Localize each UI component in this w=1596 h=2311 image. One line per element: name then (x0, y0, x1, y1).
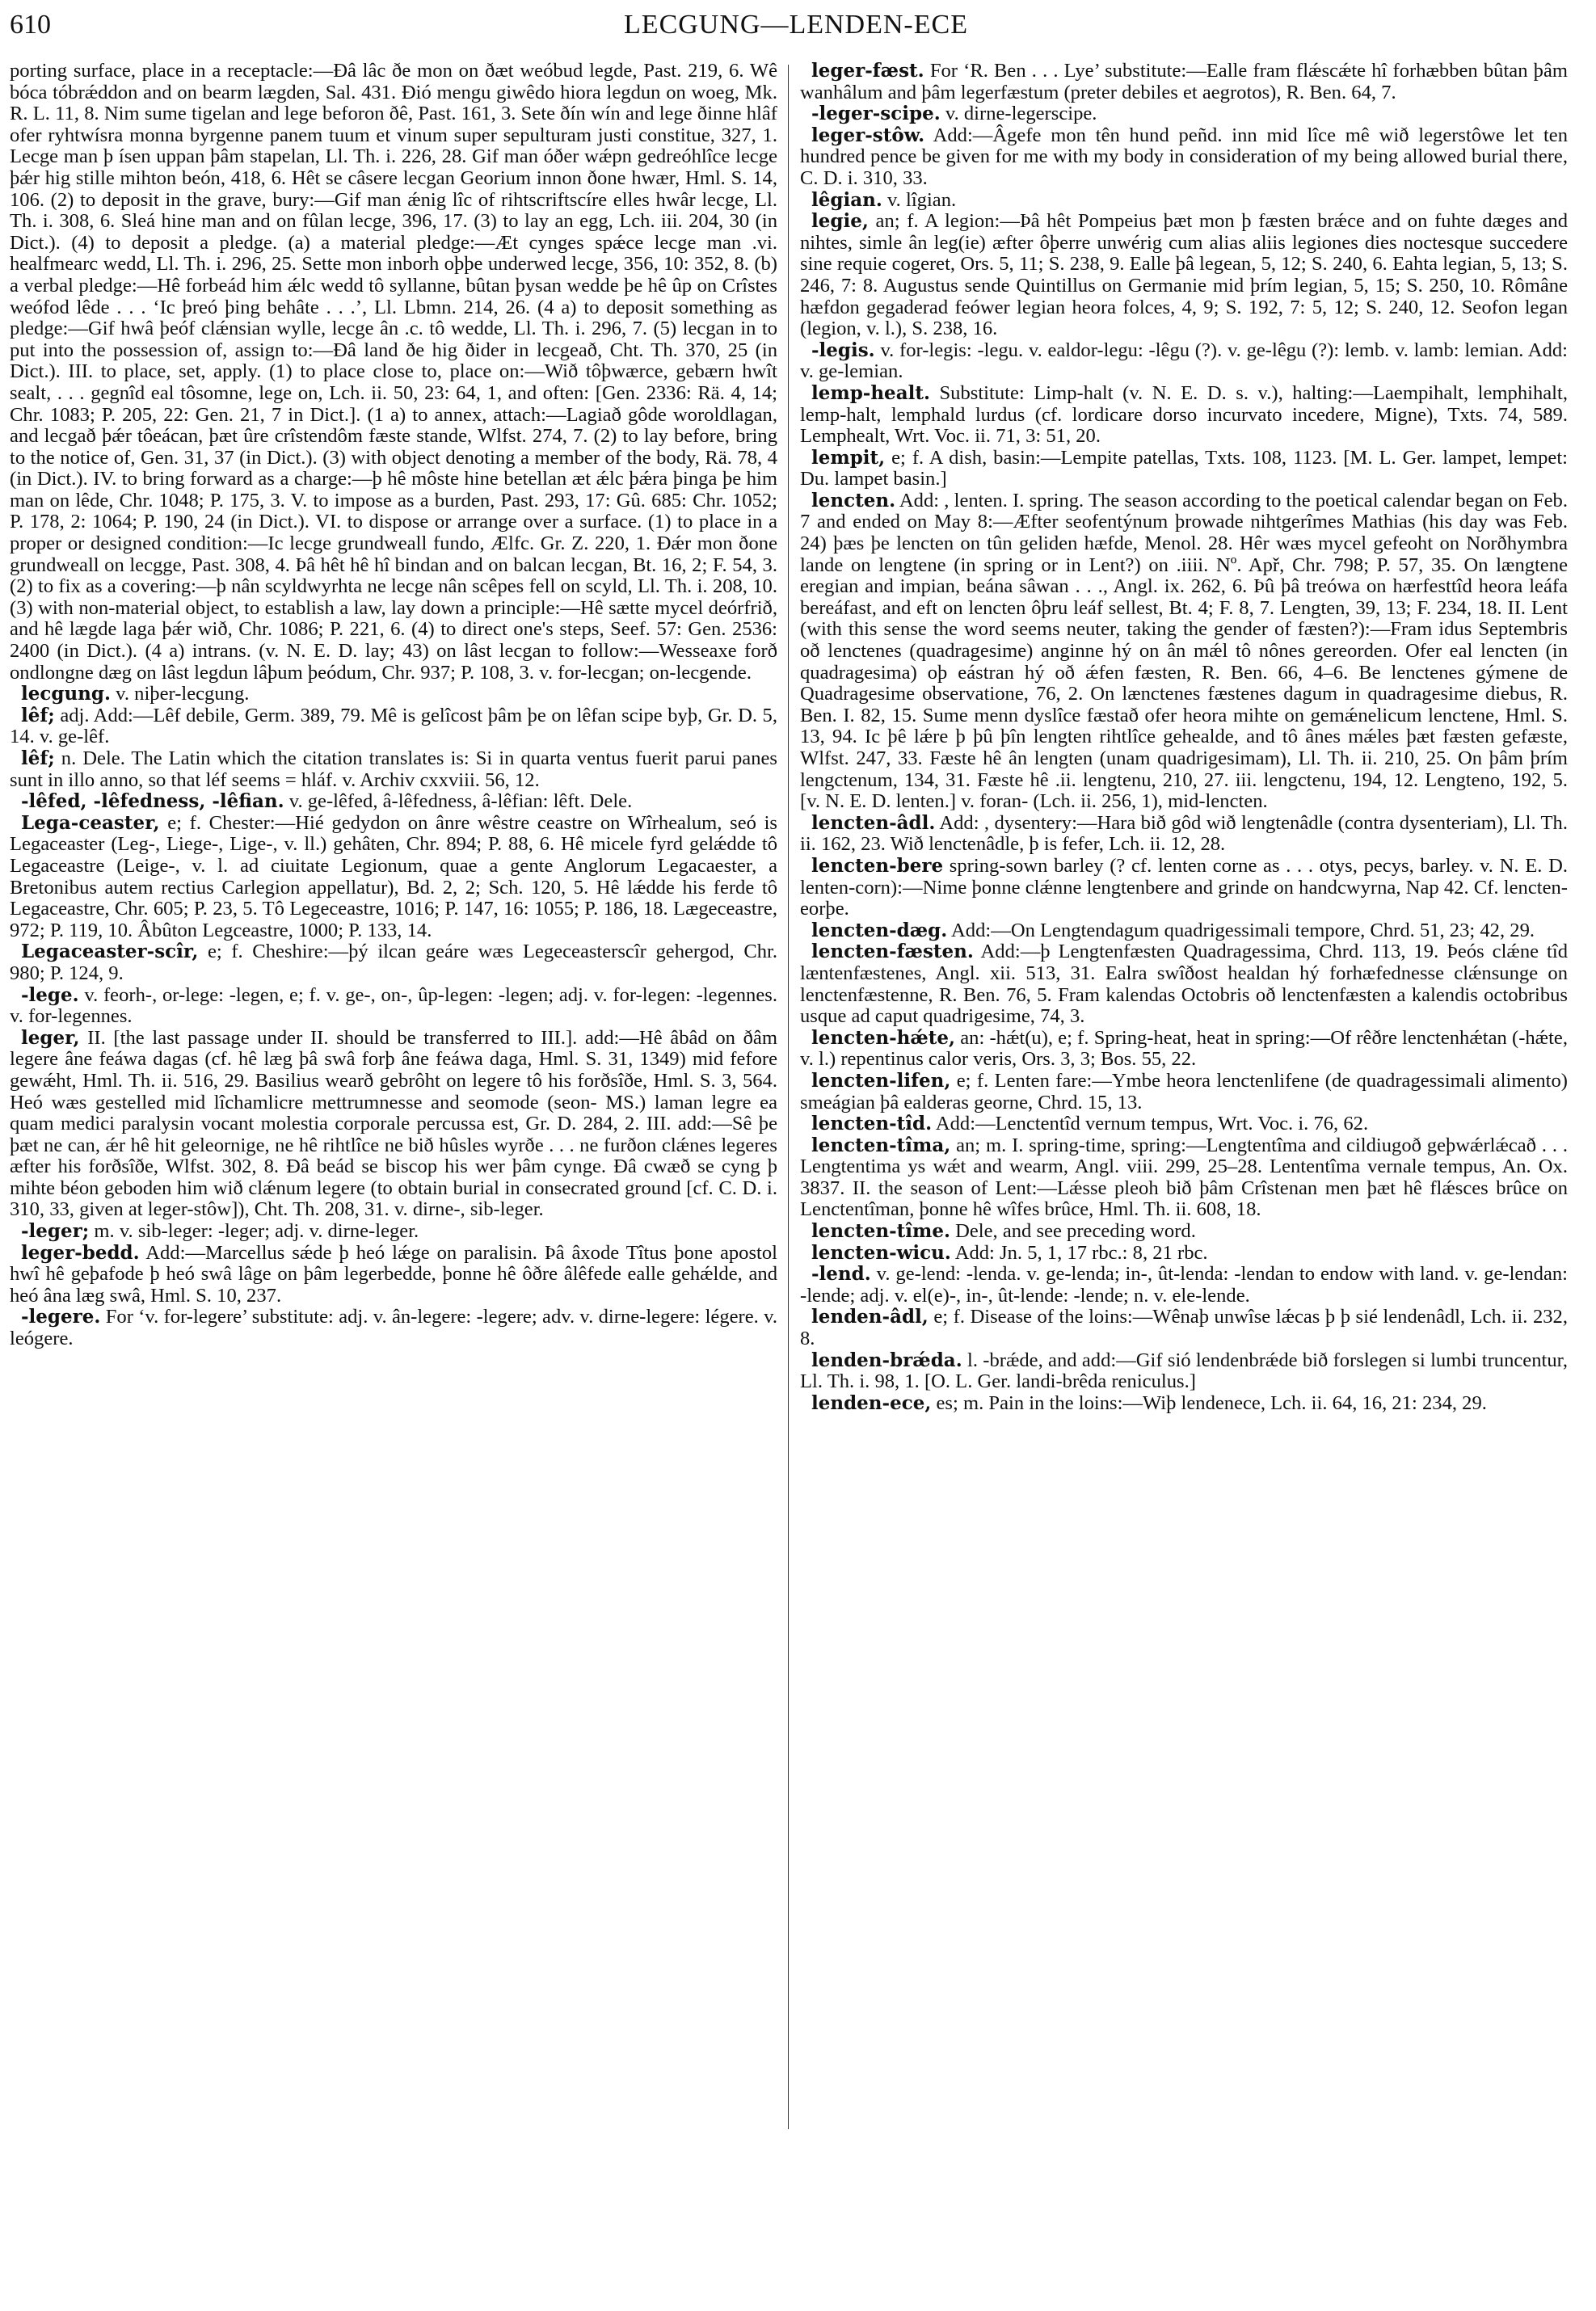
entry-headword: -lend. (811, 1263, 871, 1286)
dictionary-entry (10, 705, 777, 748)
entry-headword: -leger; (21, 1220, 90, 1243)
dictionary-entry (800, 1071, 1568, 1113)
left-column (10, 61, 777, 1350)
entry-headword: Lega-ceaster, (21, 811, 160, 834)
entry-text: es; m. Pain in the loins:—Wiþ lendenece, Lch. ii. 64, 16, 21: 234, 29. (936, 1391, 1487, 1414)
dictionary-entry (800, 125, 1568, 190)
entry-text: v. lîgian. (886, 188, 957, 211)
dictionary-entry (10, 791, 777, 813)
dictionary-entry (800, 813, 1568, 856)
entry-text: v. ge-lêfed, â-lêfedness, â-lêfian: lêft. Dele. (288, 790, 633, 813)
entry-text: e; f. Disease of the loins:—Wênaþ unwîse lǽcas þ þ sié lendenâdl, Lch. ii. 232, 8. (800, 1306, 1568, 1350)
entry-headword: lenden-brǽda. (811, 1349, 962, 1371)
entry-headword: leger-fæst. (811, 60, 924, 82)
dictionary-entry (800, 61, 1568, 103)
dictionary-entry (800, 1264, 1568, 1307)
entry-headword: lencten-tîma, (811, 1134, 951, 1156)
entry-text: Dele, and see preceding word. (955, 1220, 1196, 1243)
dictionary-entry (10, 1221, 777, 1243)
entry-text: an; m. I. spring-time, spring:—Lengtentîma and cildiugoð geþwǽrlǽcað . . . Lengtentima ys wǽt and wearm, Angl. viii. 299, 25–28. Lententîma vernale tempus, An. Ox. 3837. II. the season of Lent:—Lǽsse pleoh bið þâm Crîstenan men þæt hê flǽsces brûce on Lenctentîman, þonne hê wîfes brûce, Hml. Th. ii. 608, 18. (800, 1134, 1568, 1221)
dictionary-entry (10, 985, 777, 1028)
entry-text: e; f. Chester:—Hié gedydon on ânre wêstre ceastre on Wîrhealum, seó is Legaceaster (Leg-, Liege-, Lige-, v. ll.) gehâten, Chr. 894; P. 88, 6. Hê micele fyrd gelǽdde tô Legaceastre (Leige-, v. l. ad ciuitate Legionum, quae a gente Anglorum Legacaester, a Bretonibus autem rectius Carlegion appellatur), Bd. 2, 2; Sch. 120, 5. Hê lǽdde his ferde tô Legaceastre, Chr. 605; P. 23, 5. Tô Legeceastre, 1016; P. 147, 16: 1055; P. 186, 18. Lægeceastre, 972; P. 119, 10. Âbûton Legceastre, 1000; P. 133, 14. (10, 811, 777, 941)
dictionary-entry (800, 1113, 1568, 1135)
dictionary-entry (800, 383, 1568, 448)
dictionary-entry (800, 1135, 1568, 1221)
entry-text: v. feorh-, or-lege: -legen, e; f. v. ge-, on-, ûp-legen: -legen; adj. v. for-legen: -legennes. v. for-legennes. (10, 983, 777, 1028)
entry-headword: lencten-tîd. (811, 1113, 933, 1135)
entry-text: v. ge-lend: -lenda. v. ge-lenda; in-, ût-lenda: -lendan to endow with land. v. ge-lendan: -lende; adj. v. el(e)-, in-, ût-lende: -lende; n. v. ele-lende. (800, 1263, 1568, 1307)
entry-text: Add: , lenten. I. spring. The season according to the poetical calendar began on Feb. 7 and ended on May 8:—Æfter seofentýnum þrowade nihtgerîmes Mathias (his day was Feb. 24) þæs þe lencten on tûn geliden hæfde, Menol. 28. Hêr wæs mycel gefeoht on Norðhymbra lande on lengtene (in spring or in Lent?) on .iiii. Nº. Apř, Chr. 798; P. 57, 35. On længtene eregian and impian, beána sâwan . . ., Angl. ix. 262, 6. Þû þâ treówa on hærfesttîd heora leáfa bereáfast, and eft on lencten ôþru leáf sellest, Bt. 4; F. 8, 7. Lengten, 39, 13; F. 234, 18. II. Lent (with this sense the word seems neuter, taking the gender of fæsten?):—Fram idus Septembris oð lenctenes (quadragesime) anginne hý on ân mǽl tô nônes gereorden. Ofer eal lencten (in quadragesima) oþ eástran hý oð ǽfen fæsten, R. Ben. 66, 4–6. Be lenctenes gýmene de Quadragesime observatione, 76, 2. On lænctenes fæstenes dagum in quadragesime diebus, R. Ben. I. 82, 15. Sume menn dyslîce fæstað ofer heora mihte on gemǽnelicum lenctene, Hml. S. 13, 94. Ic þê lǽre þ þû þîn lengten rihtlîce gehealde, and tô ânes mǽles þæt fæsten gefæste, Wlfst. 247, 33. Fæste hê ân lengten (unam quadrigesimam), Ll. Th. ii. 210, 25. On þâm þrím lengctenum, 134, 31. Fæste hê .ii. lengtenu, 210, 27. iii. lengctenu, 194, 12. Lengteno, 192, 5. [v. N. E. D. lenten.] v. foran- (Lch. ii. 256, 1), mid-lencten. (800, 489, 1568, 813)
dictionary-entry (800, 190, 1568, 212)
entry-text: II. [the last passage under II. should be transferred to III.]. add:—Hê âbâd on ðâm legere âne feáwa dagas (cf. hê læg þâ swâ forþ âne feáwa daga, Hml. S. 31, 1349) mid fefore gewǽht, Hml. Th. ii. 516, 29. Basilius wearð gebrôht on legere tô his forðsîðe, Hml. S. 3, 564. Heó wæs gestelled mid lîchamlicre mettrumnesse and seomode (seon- MS.) laman legre ea quam medici paralysin vocant molestia corporale percussa est, Gr. D. 284, 2. III. add:—Sê þe þæt ne can, ǽr hê hit geleornige, ne hê rihtlîce ne bið hûsles wyrðe . . . ne furðon clǽnes legeres æfter his forðsîðe, Wlfst. 302, 8. Ðâ beád se biscop his wer þâm cynge. Ðâ cwæð se cyng þ mihte béon geboden him wið clǽnum legere (to obtain burial in consecrated ground [cf. C. D. i. 310, 33, given at leger-stôw]), Cht. Th. 208, 31. v. dirne-, sib-leger. (10, 1026, 777, 1221)
entry-headword: lencten. (811, 489, 896, 511)
entry-headword: lencten-hǽte, (811, 1026, 956, 1049)
entry-headword: lêf; (21, 704, 55, 726)
dictionary-entry (800, 340, 1568, 383)
dictionary-entry (10, 1028, 777, 1221)
entry-text: porting surface, place in a receptacle:—Ðâ lâc ðe mon on ðæt weóbud legde, Past. 219, 6. Wê bóca tóbrǽddon and on bearm lægden, Sal. 431. Ðió mengu giwêdo hiora legdun on woeg, Mk. R. L. 11, 8. Nim sume tigelan and lege beforon ðê, Past. 161, 3. Sete ðín wín and lege ðinne hlâf ofer ryhtwísra monna byrgenne panem tuum et vinum super sepulturam justi constitue, 327, 1. Lecge man þ ísen uppan þâm stapelan, Ll. Th. i. 226, 28. Gif man óðer wǽpn gedreóhlîce lecge þǽr hig stille mihton beón, 418, 6. Hêt se câsere lecgan Georium innon ðone hwær, Hml. S. 14, 106. (2) to deposit in the grave, bury:—Gif man ǽnig lîc of rihtscriftscíre elles hwâr lecge, Ll. Th. i. 308, 6. Sleá hine man and on fûlan lecge, 396, 17. (3) to lay an egg, Lch. iii. 204, 30 (in Dict.). (4) to deposit a pledge. (a) a material pledge:—Æt cynges spǽce lecge man .vi. healfmearc wedd, Ll. Th. i. 296, 25. Sette mon inborh oþþe underwed lecge, 356, 10: 352, 8. (b) a verbal pledge:—Hê forbeád him ǽlc wedd tô syllanne, bûtan þysan wedde þe hê ûp on Crîstes weófod lêde . . . ‘Ic þreó þing behâte . . .’, Ll. Lbmn. 214, 26. (4 a) to deposit something as pledge:—Gif hwâ þeóf clǽnsian wylle, lecge ân .c. tô wedde, Ll. Th. i. 296, 7. (5) lecgan in to put into the possession of, assign to:—Ðâ land ðe hig ðider in lecgeað, Cht. Th. 370, 25 (in Dict.). III. to place, set, apply. (1) to place close to, place on:—Wið tôþwærce, gebærn hwît sealt, . . . gegnîd eal tôsomne, lege on, Lch. ii. 50, 23: 64, 1, and often: [Gen. 2336: Rä. 4, 14; Chr. 1083; P. 205, 22: Gen. 21, 7 in Dict.]. (1 a) to annex, attach:—Lagiað gôde woroldlagan, and lecgað þǽr tôeácan, þæt ûre crîstendôm fæste stande, Wlfst. 274, 7. (2) to lay before, bring to the notice of, Gen. 31, 37 (in Dict.). (3) with object denoting a member of the body, Rä. 78, 4 (in Dict.). IV. to bring forward as a charge:—þ hê môste hine betellan æt ǽlc þǽra þinga þe him man on lêde, Chr. 1048; P. 175, 3. V. to impose as a burden, Past. 293, 17: Gû. 685: Chr. 1052; P. 178, 2: 1064; P. 190, 24 (in Dict.). VI. to dispose or arrange over a surface. (1) to place in a proper or designed condition:—Ic lecge grundweall fundo, Ælfc. Gr. Z. 220, 1. Ðǽr mon ðone grundweall on lecgge, Past. 308, 4. Þâ hêt hê hî bindan and on balcan lecgan, Bt. 16, 2; F. 54, 3. (2) to fix as a covering:—þ nân scyldwyrhta ne lecge nân scêpes fell on scyld, Ll. Th. i. 208, 10. (3) with non-material object, to establish a law, lay down a principle:—Hê sætte mycel deórfrið, and hê lægde laga þǽr wið, Chr. 1086; P. 221, 6. (4) to direct one's steps, Seef. 57: Gen. 2536: 2400 (in Dict.). (4 a) intrans. (v. N. E. D. lay; 43) on lâst lecgan to follow:—Wesseaxe forð ondlongne dæg on lâst legdun lâþum þeódum, Chr. 937; P. 108, 3. v. for-lecgan; on-lecgende. (10, 60, 777, 684)
entry-text: For ‘v. for-legere’ substitute: adj. v. ân-legere: -legere; adv. v. dirne-legere: légere. v. leógere. (10, 1306, 777, 1350)
entry-text: Substitute: Limp-halt (v. N. E. D. s. v.), halting:—Laempihalt, lemphihalt, lemp-halt, lemphald lurdus (cf. lordicare dorso incurvato incedere, Migne), Txts. 74, 589. Lemphealt, Wrt. Voc. ii. 71, 3: 51, 20. (800, 381, 1568, 448)
entry-text: Add:—Marcellus sǽde þ heó lǽge on paralisin. Þâ âxode Tîtus þone apostol hwî hê geþafode þ heó swâ lâge on þâm legerbedde, þonne hê ôðre âlêfede ealle gehǽlde, and heó âna læg swâ, Hml. S. 10, 237. (10, 1241, 778, 1307)
entry-headword: lencten-lifen, (811, 1069, 951, 1092)
entry-text: an; f. A legion:—Þâ hêt Pompeius þæt mon þ fæsten brǽce and on fuhte dæges and nihtes, simle ân leg(ie) æfter ôþerre unwérig cum alias aliis legiones dies noctesque succedere sine requie cogeret, Ors. 5, 11; S. 238, 9. Ealle þâ legean, 5, 12; S. 240, 6. Eahta legian, 5, 13; S. 246, 7: 8. Augustus sende Quintillus on Germanie mid þrím legian, 5, 15; S. 250, 10. Rômâne hæfdon gegaderad feówer legian heora folces, 4, 9; S. 192, 7: 5, 12; S. 240, 12. Seofon legan (legion, v. l.), S. 238, 16. (800, 210, 1568, 340)
entry-headword: leger-stôw. (811, 124, 925, 146)
dictionary-entry (10, 1307, 777, 1349)
dictionary-entry (800, 103, 1568, 125)
entry-text: Add:—Lenctentîd vernum tempus, Wrt. Voc. i. 76, 62. (935, 1113, 1369, 1135)
entry-text: e; f. A dish, basin:—Lempite patellas, Txts. 108, 1123. [M. L. Ger. lampet, lempet: Du. lampet basin.] (800, 446, 1568, 490)
entry-text: v. dirne-legerscipe. (945, 103, 1097, 125)
entry-headword: lencten-âdl. (811, 811, 936, 834)
entry-text: Add:—þ Lengtenfæsten Quadragessima, Chrd. 113, 19. Þeós clǽne tîd læntenfæstenes, Angl. xii. 513, 31. Ealra swîðost healdan hý forhæfednesse clǽnsunge on lenctenfæstenne, R. Ben. 76, 5. Fram kalendas Octobris oð lenctenfæsten a kalendis octobribus usque ad caput quadrigesime, 74, 3. (800, 941, 1568, 1028)
dictionary-entry (800, 1221, 1568, 1243)
entry-headword: lemp-healt. (811, 381, 930, 404)
dictionary-entry (800, 920, 1568, 942)
dictionary-entry (800, 211, 1568, 340)
entry-headword: lêgian. (811, 188, 882, 211)
page-number: 610 (10, 10, 51, 40)
entry-text: Add: Jn. 5, 1, 17 rbc.: 8, 21 rbc. (954, 1241, 1208, 1264)
entry-text: l. -brǽde, and add:—Gif sió lendenbrǽde bið forslegen si lumbi truncentur, Ll. Th. i. 98, 1. [O. L. Ger. landi-brêda reniculus.] (800, 1349, 1569, 1393)
entry-headword: Legaceaster-scîr, (21, 941, 199, 963)
dictionary-entry (800, 1243, 1568, 1265)
entry-headword: leger, (21, 1026, 80, 1049)
dictionary-entry (800, 1350, 1568, 1393)
entry-text: spring-sown barley (? cf. lenten corne as . . . otys, pecys, barley. v. N. E. D. lenten-corn):—Nime þonne clǽnne lengtenbere and grinde on handcwyrna, Nap 42. Cf. lencten-eorþe. (800, 854, 1568, 920)
entry-headword: -lêfed, -lêfedness, -lêfian. (21, 790, 284, 813)
entry-text: Add:—Âgefe mon tên hund peñd. inn mid lîce mê wið legerstôwe let ten hundred pence be given for me with my body in consideration of my being allowed burial there, C. D. i. 310, 33. (800, 124, 1568, 189)
dictionary-entry (800, 1028, 1568, 1071)
entry-text: e; f. Lenten fare:—Ymbe heora lenctenlifene (de quadragessimali alimento) smeágian þâ ealderas georne, Chrd. 15, 13. (800, 1069, 1568, 1113)
dictionary-entry (800, 490, 1568, 813)
dictionary-entry (10, 61, 777, 684)
entry-headword: lecgung. (21, 683, 111, 705)
dictionary-entry (800, 448, 1568, 490)
dictionary-entry (800, 856, 1568, 920)
entry-headword: -legis. (811, 339, 875, 361)
entry-text: For ‘R. Ben . . . Lye’ substitute:—Ealle fram flǽscǽte hî forhæbben bûtan þâm wanhâlum and þâm legerfæstum (preter debiles et aegrotos), R. Ben. 64, 7. (800, 60, 1568, 103)
dictionary-entry (10, 684, 777, 705)
dictionary-entry (10, 813, 777, 942)
entry-text: n. Dele. The Latin which the citation translates is: Si in quarta ventus fuerit parui panes sunt in illo anno, so that léf seems = hláf. v. Archiv cxxviii. 56, 12. (10, 747, 777, 791)
entry-text: adj. Add:—Lêf debile, Germ. 389, 79. Mê is gelîcost þâm þe on lêfan scipe byþ, Gr. D. 5, 14. v. ge-lêf. (10, 704, 777, 748)
entry-headword: -leger-scipe. (811, 103, 941, 125)
entry-text: an: -hǽt(u), e; f. Spring-heat, heat in spring:—Of rêðre lenctenhǽtan (-hǽte, v. l.) repentinus calor veris, Ors. 3, 3; Bos. 55, 22. (800, 1026, 1568, 1071)
page-header (8, 10, 1584, 50)
entry-headword: lencten-bere (811, 854, 944, 877)
entry-text: v. for-legis: -legu. v. ealdor-legu: -lêgu (?). v. ge-lêgu (?): lemb. v. lamb: lemian. Add: v. ge-lemian. (800, 339, 1568, 383)
entry-text: m. v. sib-leger: -leger; adj. v. dirne-leger. (94, 1220, 419, 1243)
right-column (800, 61, 1568, 1414)
dictionary-entry (10, 941, 777, 984)
column-divider (788, 65, 789, 2129)
entry-headword: lencten-wicu. (811, 1241, 951, 1264)
entry-headword: lencten-tîme. (811, 1220, 950, 1243)
entry-headword: lenden-ece, (811, 1391, 932, 1414)
entry-headword: lencten-dæg. (811, 919, 948, 941)
dictionary-entry (10, 1243, 777, 1307)
entry-headword: lenden-âdl, (811, 1306, 929, 1328)
entry-headword: lempit, (811, 446, 886, 469)
dictionary-entry (10, 748, 777, 791)
entry-headword: legie, (811, 210, 869, 233)
dictionary-entry (800, 1393, 1568, 1415)
entry-headword: -lege. (21, 983, 79, 1006)
running-title: LECGUNG—LENDEN-ECE (624, 10, 968, 40)
entry-text: Add: , dysentery:—Hara bið gôd wið lengtenâdle (contra dysenteriam), Ll. Th. ii. 162, 23. Wið lenctenâdle, þ is fefer, Lch. ii. 12, 28. (800, 811, 1568, 856)
entry-text: e; f. Cheshire:—þý ilcan geáre wæs Legeceasterscîr gehergod, Chr. 980; P. 124, 9. (10, 941, 777, 984)
entry-headword: lêf; (21, 747, 55, 769)
dictionary-entry (800, 941, 1568, 1027)
dictionary-entry (800, 1307, 1568, 1349)
entry-text: Add:—On Lengtendagum quadrigessimali tempore, Chrd. 51, 23; 42, 29. (951, 919, 1535, 941)
entry-headword: -legere. (21, 1306, 101, 1328)
entry-headword: lencten-fæsten. (811, 941, 974, 963)
entry-headword: leger-bedd. (21, 1241, 140, 1264)
entry-text: v. niþer-lecgung. (116, 683, 250, 705)
